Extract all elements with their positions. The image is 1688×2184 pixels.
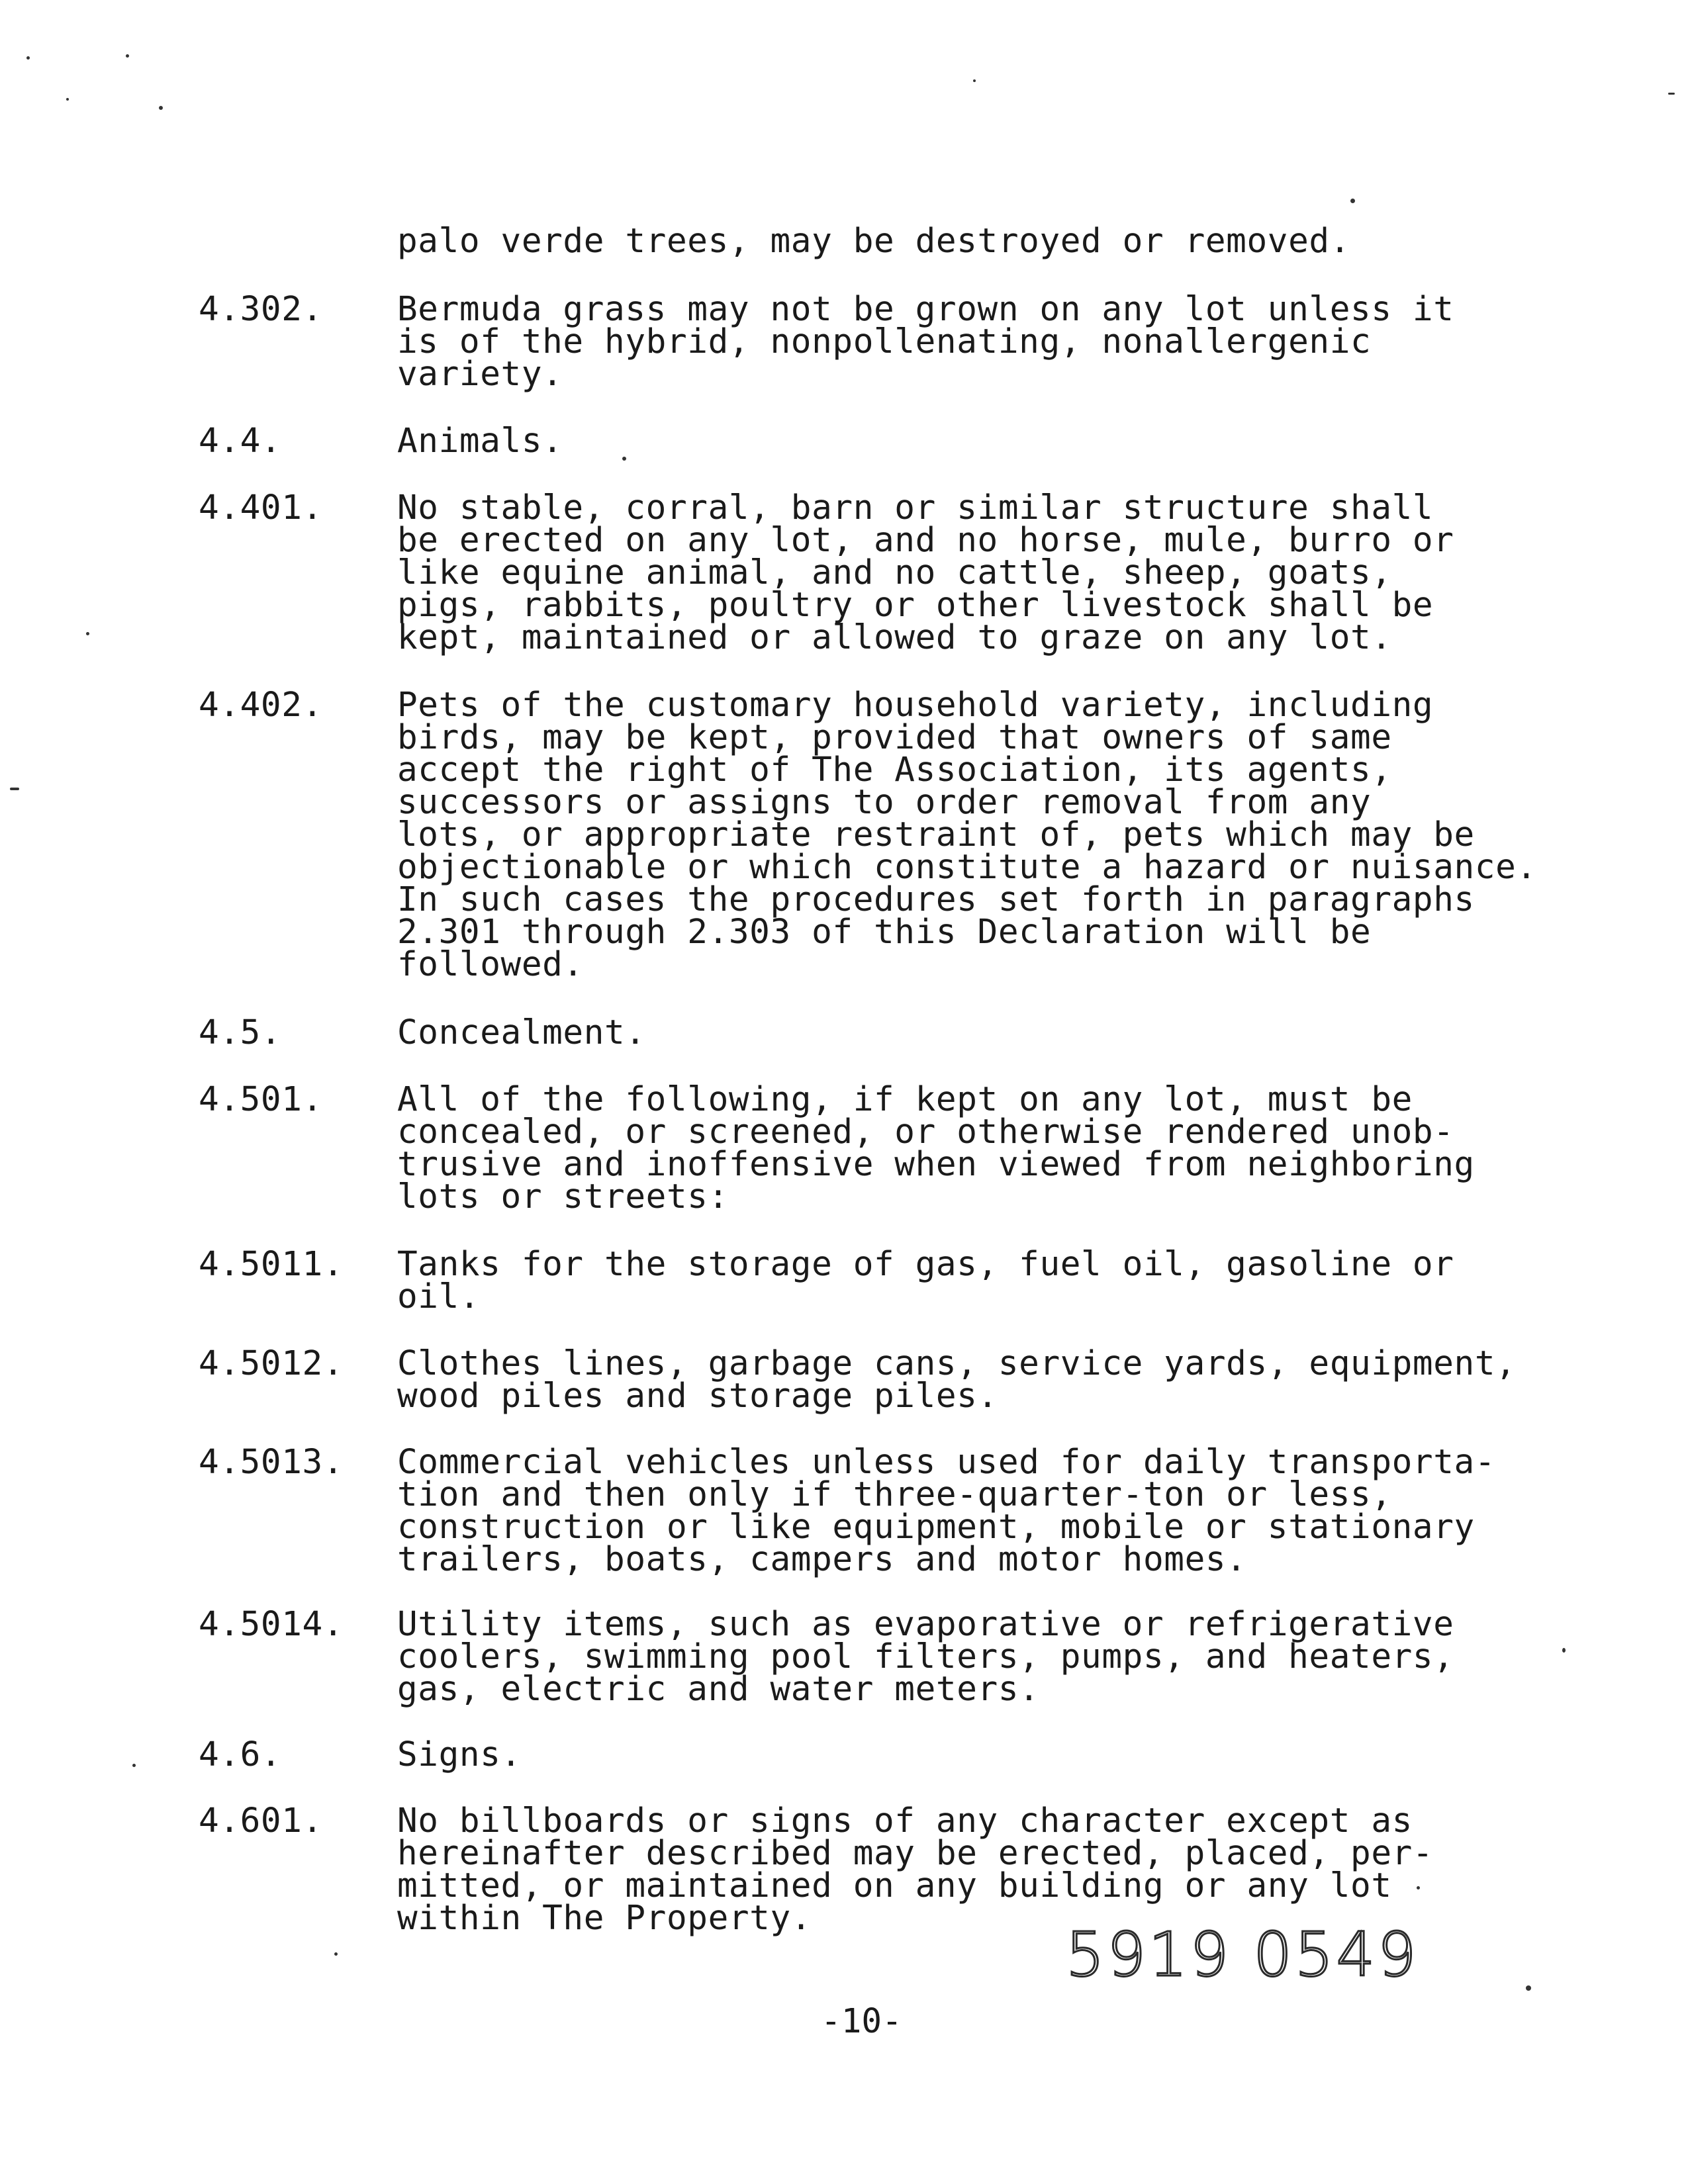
section-number: 4.5011. (199, 1245, 344, 1284)
section-number: 4.601. (199, 1801, 323, 1841)
section-number: 4.5014. (199, 1605, 344, 1644)
section-number: 4.5. (199, 1013, 282, 1052)
scan-speck (1526, 1985, 1531, 1991)
section-number: 4.5012. (199, 1344, 344, 1383)
section-number: 4.4. (199, 422, 282, 461)
section-number: 4.401. (199, 488, 323, 527)
section-body: Commercial vehicles unless used for daily transporta- tion and then only if three-quarter-ton or less, construction or like equipment, mobile or stationary trailers, boats, campers and motor homes. (397, 1443, 1496, 1579)
scan-speck (1562, 1648, 1566, 1653)
scan-speck (973, 79, 976, 82)
scan-speck (622, 457, 626, 461)
section-number: 4.302. (199, 290, 323, 329)
section-heading: Animals. (397, 422, 563, 461)
section-number: 4.501. (199, 1080, 323, 1119)
scan-speck (126, 54, 129, 58)
scan-speck (1350, 199, 1355, 203)
scan-speck (10, 788, 19, 790)
scan-speck (86, 632, 89, 635)
scan-speck (159, 106, 163, 110)
section-heading: Concealment. (397, 1013, 646, 1052)
scan-speck (132, 1764, 136, 1767)
section-number: 4.5013. (199, 1443, 344, 1482)
scan-speck (26, 56, 30, 60)
page-number: -10- (821, 2002, 902, 2041)
section-body: Clothes lines, garbage cans, service yards, equipment, wood piles and storage piles. (397, 1344, 1517, 1416)
scan-speck (1417, 1886, 1420, 1889)
section-number: 4.6. (199, 1735, 282, 1774)
section-body: No stable, corral, barn or similar structure shall be erected on any lot, and no horse, mule, burro or like equine animal, and no cattle, sheep, goats, pigs, rabbits, poultry or other livestock shall be kept, maintained or allowed to graze on any lot. (397, 488, 1454, 657)
section-body: All of the following, if kept on any lot, must be concealed, or screened, or otherwise rendered unob- trusive and inoffensive when viewed from neighboring lots or streets: (397, 1080, 1475, 1216)
section-body: Tanks for the storage of gas, fuel oil, gasoline or oil. (397, 1245, 1454, 1316)
section-body: Bermuda grass may not be grown on any lot unless it is of the hybrid, nonpollenating, nonallergenic variety. (397, 290, 1454, 394)
recording-stamp: 5919 0549 (1066, 1919, 1419, 1990)
continuation-text: palo verde trees, may be destroyed or removed. (397, 222, 1351, 261)
scan-speck (334, 1952, 338, 1956)
section-body: Utility items, such as evaporative or refrigerative coolers, swimming pool filters, pumps, and heaters, gas, electric and water meters. (397, 1605, 1454, 1709)
scan-speck (1668, 93, 1675, 95)
section-body: Pets of the customary household variety, including birds, may be kept, provided that owners of same accept the right of The Association, its agents, successors or assigns to order removal from any lots, or appropriate restraint of, pets which may be objectionable or which constitute a hazard or nuisance. In such cases the procedures set forth in paragraphs 2.301 through 2.303 of this Declaration will be followed. (397, 686, 1537, 984)
section-heading: Signs. (397, 1735, 522, 1774)
section-body: No billboards or signs of any character except as hereinafter described may be erected, placed, per- mitted, or maintained on any building or any lot within The Property. (397, 1801, 1434, 1938)
scan-speck (66, 98, 69, 101)
section-number: 4.402. (199, 686, 323, 725)
